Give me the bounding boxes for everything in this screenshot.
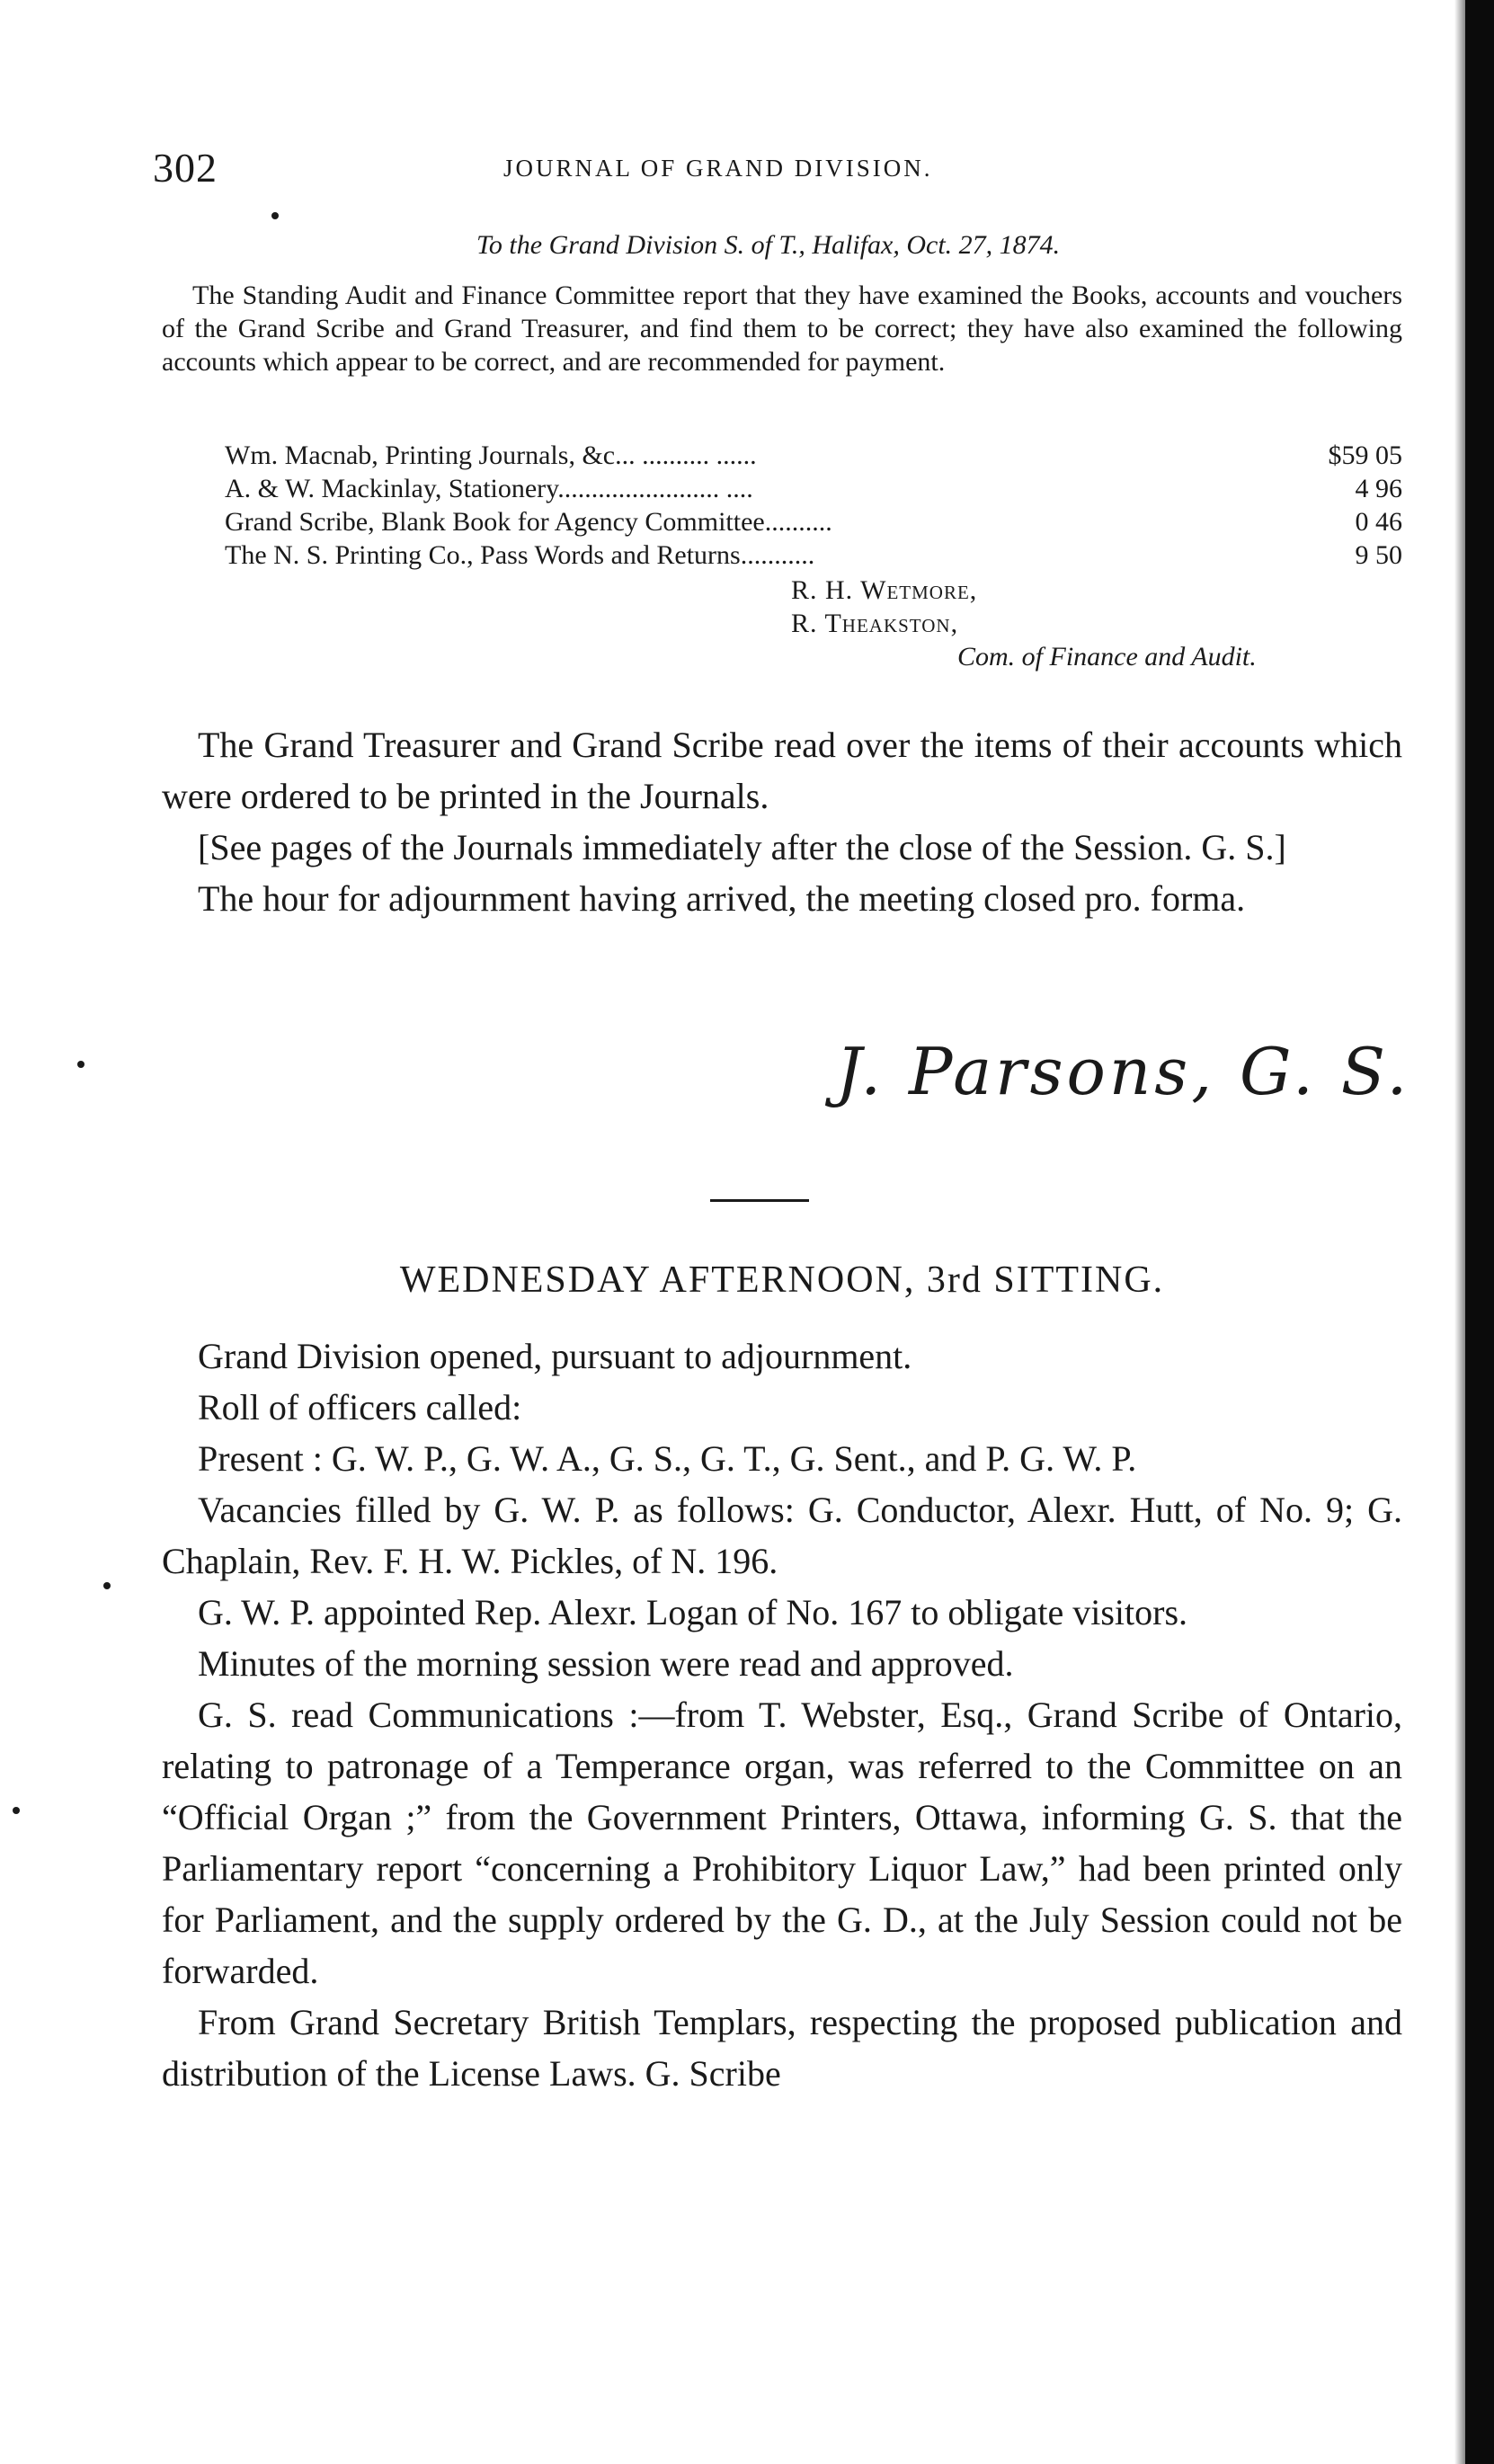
scan-speck bbox=[13, 1807, 20, 1814]
account-amount: $59 05 bbox=[1328, 440, 1402, 470]
running-title: JOURNAL OF GRAND DIVISION. bbox=[503, 155, 933, 182]
paragraph: Grand Division opened, pursuant to adjournment. bbox=[198, 1336, 912, 1376]
closing-paragraphs bbox=[162, 719, 1402, 924]
report-body bbox=[162, 279, 1402, 378]
account-item: Wm. Macnab, Printing Journals, &c... .......... ...... bbox=[225, 440, 757, 470]
account-row bbox=[225, 440, 1402, 474]
account-row bbox=[225, 507, 1402, 540]
paragraph: The hour for adjournment having arrived, the meeting closed pro. forma. bbox=[198, 878, 1246, 919]
paragraph: From Grand Secretary British Templars, respecting the proposed publication and distribution of the License Laws. G. Scribe bbox=[162, 2002, 1402, 2094]
scan-speck bbox=[103, 1582, 111, 1589]
section-heading: WEDNESDAY AFTERNOON, 3rd SITTING. bbox=[399, 1259, 1165, 1301]
page-header bbox=[153, 144, 1402, 198]
section-divider bbox=[710, 1199, 809, 1202]
paragraph: G. W. P. appointed Rep. Alexr. Logan of No. 167 to obligate visitors. bbox=[198, 1592, 1188, 1632]
report-dateline: To the Grand Division S. of T., Halifax, Oct. 27, 1874. bbox=[476, 230, 1061, 260]
paragraph: Minutes of the morning session were read and approved. bbox=[198, 1643, 1014, 1684]
accounts-list bbox=[225, 440, 1402, 574]
paragraph: Roll of officers called: bbox=[198, 1387, 522, 1428]
account-amount: 9 50 bbox=[1355, 540, 1402, 570]
paragraph: G. S. read Communications :—from T. Webster, Esq., Grand Scribe of Ontario, relating to patronage of a Temperance organ, was referred to the Committee on an “Official Organ ;” from the Government Printers, Ottawa, informing G. S. that the Parliamentary report “concerning a Prohibitory Liquor Law,” had been printed only for Parliament, and the supply ordered by the G. D., at the July Session could not be forwarded. bbox=[162, 1695, 1402, 1991]
report-signatories bbox=[791, 574, 1257, 673]
committee-name: Com. of Finance and Audit. bbox=[957, 642, 1257, 672]
account-item: Grand Scribe, Blank Book for Agency Committee.......... bbox=[225, 507, 832, 537]
paragraph: Present : G. W. P., G. W. A., G. S., G. T., G. Sent., and P. G. W. P. bbox=[198, 1438, 1137, 1479]
paragraph: [See pages of the Journals immediately after the close of the Session. G. S.] bbox=[198, 827, 1286, 867]
handwritten-signature: J. Parsons, G. S. bbox=[836, 1034, 1411, 1109]
page-number: 302 bbox=[153, 145, 218, 191]
minutes-body bbox=[162, 1330, 1402, 2099]
scan-edge bbox=[1465, 0, 1494, 2464]
account-item: The N. S. Printing Co., Pass Words and Returns........... bbox=[225, 540, 815, 570]
paragraph: The Grand Treasurer and Grand Scribe read over the items of their accounts which were ordered to be printed in the Journals. bbox=[162, 725, 1402, 816]
account-amount: 4 96 bbox=[1355, 474, 1402, 503]
account-row bbox=[225, 474, 1402, 507]
paragraph: Vacancies filled by G. W. P. as follows: G. Conductor, Alexr. Hutt, of No. 9; G. Chaplain, Rev. F. H. W. Pickles, of N. 196. bbox=[162, 1490, 1402, 1581]
account-amount: 0 46 bbox=[1355, 507, 1402, 537]
account-row bbox=[225, 540, 1402, 574]
scan-speck bbox=[271, 212, 279, 219]
report-paragraph: The Standing Audit and Finance Committee report that they have examined the Books, accounts and vouchers of the Grand Scribe and Grand Treasurer, and find them to be correct; they have also examined the following accounts which appear to be correct, and are recommended for payment. bbox=[162, 280, 1402, 377]
account-item: A. & W. Mackinlay, Stationery........................ .... bbox=[225, 474, 753, 503]
signatory-name: R. H. Wetmore, bbox=[791, 575, 978, 605]
signatory-name: R. Theakston, bbox=[791, 609, 959, 638]
scan-speck bbox=[77, 1061, 84, 1068]
